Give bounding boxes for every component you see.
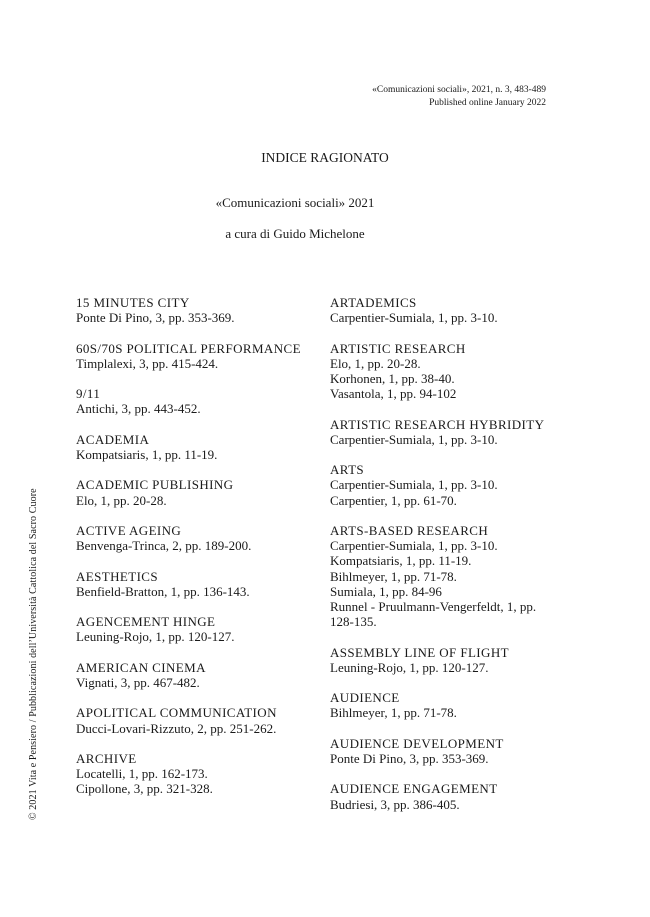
index-reference: Ducci-Lovari-Rizzuto, 2, pp. 251-262. xyxy=(76,720,277,736)
index-entry xyxy=(76,660,326,690)
index-entry xyxy=(76,386,326,416)
index-entry xyxy=(76,614,326,644)
index-term: ARTS-BASED RESEARCH xyxy=(330,522,489,538)
index-term: ARTISTIC RESEARCH xyxy=(330,340,466,356)
index-term: ASSEMBLY LINE OF FLIGHT xyxy=(330,644,509,660)
index-entry xyxy=(76,705,326,735)
index-term: ARTISTIC RESEARCH HYBRIDITY xyxy=(330,416,545,432)
index-term: ACTIVE AGEING xyxy=(76,522,182,538)
journal-header xyxy=(372,84,546,110)
index-term: AUDIENCE ENGAGEMENT xyxy=(330,781,498,797)
page-subtitle: «Comunicazioni sociali» 2021 xyxy=(215,195,375,210)
page-title: INDICE RAGIONATO xyxy=(261,150,389,165)
index-reference: Budriesi, 3, pp. 386-405. xyxy=(330,796,460,812)
index-column-left xyxy=(76,295,326,812)
index-reference: Carpentier-Sumiala, 1, pp. 3-10. xyxy=(330,538,498,554)
index-reference: Antichi, 3, pp. 443-452. xyxy=(76,401,201,417)
index-term: AMERICAN CINEMA xyxy=(76,659,206,675)
index-reference: Bihlmeyer, 1, pp. 71-78. xyxy=(330,705,457,721)
index-reference: Elo, 1, pp. 20-28. xyxy=(76,492,167,508)
index-entry xyxy=(76,523,326,553)
index-reference: Runnel - Pruulmann-Vengerfeldt, 1, pp. 128-135. xyxy=(330,599,537,630)
index-entry xyxy=(76,341,326,371)
index-reference: Benvenga-Trinca, 2, pp. 189-200. xyxy=(76,538,252,554)
index-entry xyxy=(330,462,560,508)
index-column-right xyxy=(330,295,560,827)
index-reference: Vasantola, 1, pp. 94-102 xyxy=(330,386,457,402)
index-reference: Ponte Di Pino, 3, pp. 353-369. xyxy=(330,750,489,766)
index-entry xyxy=(330,645,560,675)
index-term: ACADEMIA xyxy=(76,431,150,447)
index-entry xyxy=(76,569,326,599)
journal-reference: «Comunicazioni sociali», 2021, n. 3, 483-489 xyxy=(372,85,546,95)
index-entry xyxy=(76,295,326,325)
index-reference: Kompatsiaris, 1, pp. 11-19. xyxy=(76,446,218,462)
index-reference: Carpentier-Sumiala, 1, pp. 3-10. xyxy=(330,431,498,447)
index-term: APOLITICAL COMMUNICATION xyxy=(76,705,277,721)
index-reference: Leuning-Rojo, 1, pp. 120-127. xyxy=(76,629,235,645)
index-entry xyxy=(330,295,560,325)
index-term: ARTADEMICS xyxy=(330,295,417,310)
index-reference: Carpentier-Sumiala, 1, pp. 3-10. xyxy=(330,477,498,493)
index-entry xyxy=(76,477,326,507)
index-term: ACADEMIC PUBLISHING xyxy=(76,477,234,493)
index-entry xyxy=(330,690,560,720)
index-term: 9/11 xyxy=(76,386,101,402)
index-term: ARCHIVE xyxy=(76,750,137,766)
index-reference: Ponte Di Pino, 3, pp. 353-369. xyxy=(76,310,235,326)
index-reference: Vignati, 3, pp. 467-482. xyxy=(76,674,200,690)
index-reference: Bihlmeyer, 1, pp. 71-78. xyxy=(330,568,457,584)
index-term: AUDIENCE DEVELOPMENT xyxy=(330,735,504,751)
copyright-spine-text: © 2021 Vita e Pensiero / Pubblicazioni dell’Università Cattolica del Sacro Cuore xyxy=(28,488,39,820)
index-term: 15 MINUTES CITY xyxy=(76,295,190,310)
index-reference: Carpentier-Sumiala, 1, pp. 3-10. xyxy=(330,310,498,326)
index-term: AESTHETICS xyxy=(76,568,158,584)
index-reference: Locatelli, 1, pp. 162-173. xyxy=(76,766,208,782)
editor-line: a cura di Guido Michelone xyxy=(225,226,365,241)
index-entry xyxy=(76,751,326,797)
index-term: 60S/70S POLITICAL PERFORMANCE xyxy=(76,340,301,356)
index-term: ARTS xyxy=(330,462,365,478)
index-reference: Cipollone, 3, pp. 321-328. xyxy=(76,781,213,797)
index-entry xyxy=(330,417,560,447)
index-reference: Elo, 1, pp. 20-28. xyxy=(330,355,421,371)
index-term: AGENCEMENT HINGE xyxy=(76,614,216,630)
index-reference: Carpentier, 1, pp. 61-70. xyxy=(330,492,457,508)
publication-date: Published online January 2022 xyxy=(429,98,546,108)
index-reference: Sumiala, 1, pp. 84-96 xyxy=(330,583,442,599)
index-entry xyxy=(76,432,326,462)
index-reference: Korhonen, 1, pp. 38-40. xyxy=(330,371,455,386)
index-reference: Timplalexi, 3, pp. 415-424. xyxy=(76,355,219,371)
index-reference: Kompatsiaris, 1, pp. 11-19. xyxy=(330,553,472,569)
index-term: AUDIENCE xyxy=(330,690,400,706)
index-reference: Leuning-Rojo, 1, pp. 120-127. xyxy=(330,659,489,675)
index-reference: Benfield-Bratton, 1, pp. 136-143. xyxy=(76,583,250,599)
index-entry xyxy=(330,736,560,766)
index-entry xyxy=(330,523,560,629)
index-entry xyxy=(330,781,560,811)
index-entry xyxy=(330,341,560,402)
